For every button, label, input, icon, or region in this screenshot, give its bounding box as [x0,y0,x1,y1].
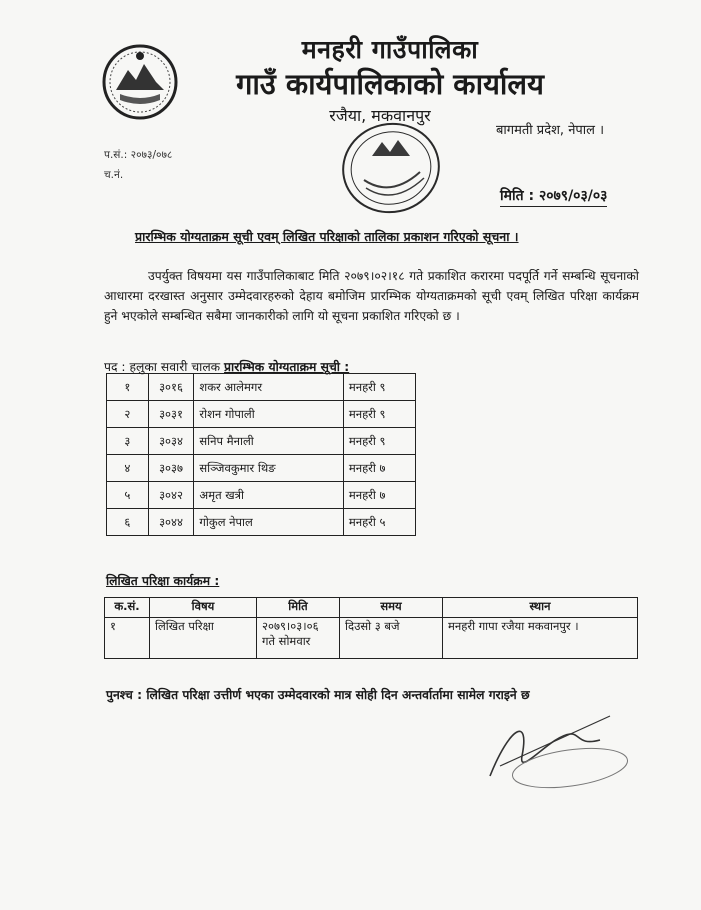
name-cell: रोशन गोपाली [194,401,343,428]
header-serial: क.सं. [105,598,150,618]
notice-subject: प्रारम्भिक योग्यताक्रम सूची एवम् लिखित परिक्षाको तालिका प्रकाशन गरिएको सूचना । [135,229,519,244]
exam-date-cell: २०७९।०३।०६ गते सोमवार [257,618,340,659]
office-name: गाउँ कार्यपालिकाको कार्यालय [236,67,544,101]
serial-cell: २ [107,401,149,428]
province-name: बागमती प्रदेश, नेपाल । [496,123,605,138]
nepal-emblem-icon [100,42,180,122]
roll-cell: ३०३४ [148,428,194,455]
table-row [107,482,416,509]
merit-list-table [106,373,416,536]
address-cell: मनहरी ५ [343,509,415,536]
postscript-note: पुनश्च : लिखित परिक्षा उत्तीर्ण भएका उम्मेदवारको मात्र सोही दिन अन्तर्वार्तामा सामेल गराइने छ [106,688,530,702]
address-cell: मनहरी ९ [343,401,415,428]
name-cell: सञ्जिवकुमार थिङ [194,455,343,482]
table-row [107,374,416,401]
exam-schedule-heading: लिखित परिक्षा कार्यक्रम : [106,574,220,588]
roll-cell: ३०३७ [148,455,194,482]
merit-list-title: प्रारम्भिक योग्यताक्रम सूची : [224,360,350,374]
address-cell: मनहरी ९ [343,374,415,401]
name-cell: गोकुल नेपाल [194,509,343,536]
roll-cell: ३०१६ [148,374,194,401]
serial-cell: १ [107,374,149,401]
notice-date: मिति : २०७९/०३/०३ [500,186,607,207]
exam-venue-cell: मनहरी गापा रजैया मकवानपुर । [443,618,638,659]
serial-cell: ६ [107,509,149,536]
serial-cell: ३ [107,428,149,455]
reference-number: प.सं.: २०७३/०७८ [104,149,173,161]
name-cell: अमृत खत्री [194,482,343,509]
address-cell: मनहरी ९ [343,428,415,455]
dispatch-number: च.नं. [104,169,124,181]
roll-cell: ३०४२ [148,482,194,509]
address-cell: मनहरी ७ [343,482,415,509]
table-row [107,401,416,428]
roll-cell: ३०४४ [148,509,194,536]
office-stamp-icon [336,118,446,218]
exam-subject-cell: लिखित परिक्षा [150,618,257,659]
header-time: समय [340,598,443,618]
exam-serial-cell: १ [105,618,150,659]
roll-cell: ३०३१ [148,401,194,428]
table-header-row [105,598,638,618]
serial-cell: ५ [107,482,149,509]
exam-time-cell: दिउसो ३ बजे [340,618,443,659]
table-row [107,428,416,455]
header-venue: स्थान [443,598,638,618]
table-row [107,455,416,482]
signature-icon [460,706,630,796]
header-date: मिति [257,598,340,618]
table-row [107,509,416,536]
table-row [105,618,638,659]
exam-schedule-table [104,597,638,659]
header-subject: विषय [150,598,257,618]
organization-name: मनहरी गाउँपालिका [301,35,479,64]
post-name: पद : हलुका सवारी चालक [104,360,221,374]
address-cell: मनहरी ७ [343,455,415,482]
name-cell: सनिप मैनाली [194,428,343,455]
serial-cell: ४ [107,455,149,482]
notice-body: उपर्युक्त विषयमा यस गाउँपालिकाबाट मिति २०७९।०२।१८ गते प्रकाशित करारमा पदपूर्ति गर्ने सम्बन्धि सूचनाको आधारमा दरखास्त अनुसार उम्मेदवारहरुको देहाय बमोजिम प्रारम्भिक योग्यताक्रमको सूची एवम् लिखित परिक्षा कार्यक्रम हुने भएकोले सम्बन्धित सबैमा जानकारीको लागि यो सूचना प्रकाशित गरिएको छ । [104,269,639,323]
name-cell: शकर आलेमगर [194,374,343,401]
office-address: रजैया, मकवानपुर [329,106,431,125]
